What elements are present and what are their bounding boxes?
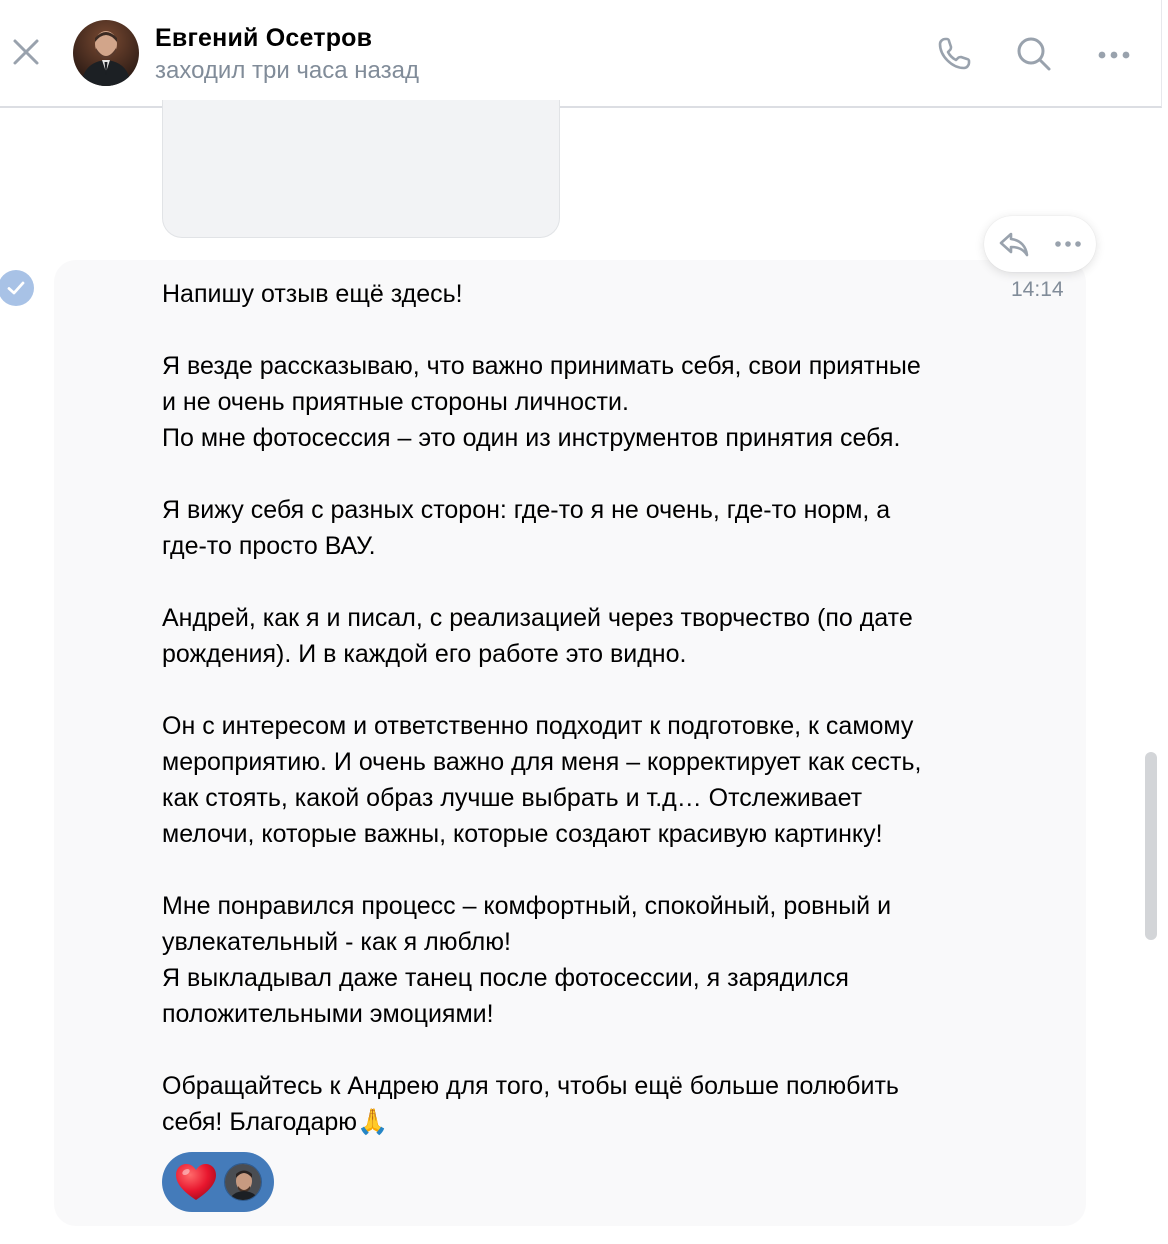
call-button[interactable] bbox=[930, 30, 978, 78]
scrollbar-track[interactable] bbox=[1144, 110, 1158, 1244]
read-status-icon bbox=[0, 270, 34, 306]
phone-icon bbox=[934, 34, 974, 74]
contact-name[interactable]: Евгений Осетров bbox=[155, 24, 373, 52]
contact-avatar[interactable] bbox=[73, 20, 139, 86]
search-button[interactable] bbox=[1010, 30, 1058, 78]
close-button[interactable] bbox=[8, 34, 44, 70]
message-more-button[interactable] bbox=[1048, 224, 1088, 264]
reaction-user-avatar bbox=[224, 1163, 262, 1201]
reply-button[interactable] bbox=[994, 224, 1034, 264]
reply-icon bbox=[998, 228, 1030, 260]
chat-header bbox=[0, 0, 1162, 108]
message-actions bbox=[984, 216, 1096, 272]
message-text: Напишу отзыв ещё здесь! Я везде рассказываю, что важно принимать себя, свои приятные и не очень приятные стороны личности. По мне фотосессия – это один из инструментов принятия себя. Я вижу себя с разных сторон: где-то я не очень, где-то норм, а где-то просто ВАУ. Андрей, как я и писал, с реализацией через творчество (по дате рождения). И в каждой его работе это видно. Он с интересом и ответственно подходит к подготовке, к самому мероприятию. И очень важно для меня – корректирует как сесть, как стоять, какой образ лучше выбрать и т.д… Отслеживает мелочи, которые важны, которые создают красивую картинку! Мне понравился процесс – комфортный, спокойный, ровный и увлекательный - как я люблю! Я выкладывал даже танец после фотосессии, я зарядился положительными эмоциями! Обращайтесь к Андрею для того, чтобы ещё больше полюбить себя! Благодарю🙏 bbox=[162, 280, 922, 1136]
previous-attachment[interactable] bbox=[162, 100, 560, 238]
scrollbar-thumb[interactable] bbox=[1145, 752, 1157, 940]
more-button[interactable] bbox=[1090, 30, 1138, 78]
contact-status: заходил три часа назад bbox=[155, 57, 419, 84]
more-horizontal-icon bbox=[1094, 34, 1134, 74]
heart-icon bbox=[174, 1162, 218, 1202]
close-icon bbox=[12, 38, 40, 66]
reaction-button[interactable] bbox=[162, 1152, 274, 1212]
message-time: 14:14 bbox=[1011, 278, 1064, 301]
more-horizontal-icon bbox=[1052, 228, 1084, 260]
search-icon bbox=[1014, 34, 1054, 74]
